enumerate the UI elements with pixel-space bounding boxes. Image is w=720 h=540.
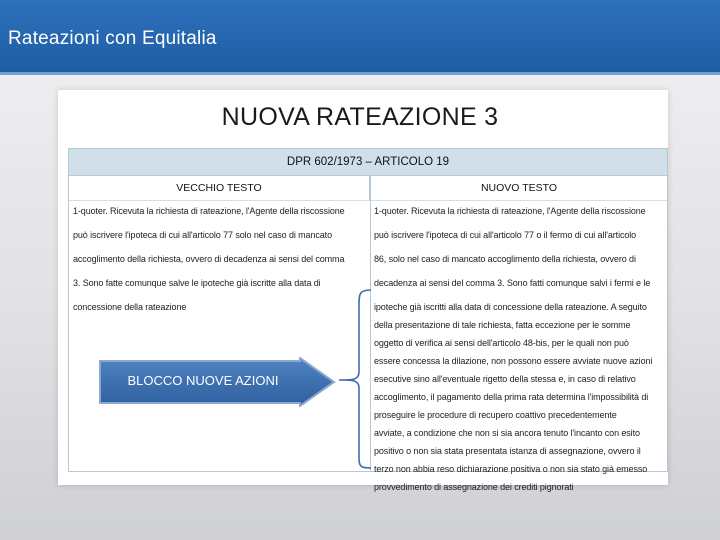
new-text-line: della presentazione di tale richiesta, fatta eccezione per le somme — [374, 320, 631, 330]
right-column-title: NUOVO TESTO — [371, 176, 667, 201]
left-column-title: VECCHIO TESTO — [69, 176, 370, 201]
blocco-nuove-azioni-arrow — [98, 357, 338, 407]
arrow-label: BLOCCO NUOVE AZIONI — [127, 373, 279, 388]
new-text-line: accoglimento, il pagamento della prima rata determina l'impossibilità di — [374, 392, 649, 402]
new-text-line: avviate, a condizione che non si sia ancora tenuto l'incanto con esito — [374, 428, 640, 438]
old-text-line: 1-quoter. Ricevuta la richiesta di rateazione, l'Agente della riscossione — [73, 206, 345, 216]
new-text-line: proseguire le procedure di recupero coattivo precedentemente — [374, 410, 617, 420]
new-text-line: può iscrivere l'ipoteca di cui all'articolo 77 o il fermo di cui all'articolo — [374, 230, 637, 240]
old-text-line: può iscrivere l'ipoteca di cui all'articolo 77 solo nel caso di mancato — [73, 230, 332, 240]
new-text-line: 86, solo nel caso di mancato accoglimento della richiesta, ovvero di — [374, 254, 636, 264]
new-text-line: terzo non abbia reso dichiarazione positiva o non sia stato già emesso — [374, 464, 648, 474]
old-text-line: accoglimento della richiesta, ovvero di decadenza ai sensi del comma — [73, 254, 345, 264]
new-text-line: oggetto di verifica ai sensi dell'articolo 48-bis, per le quali non può — [374, 338, 629, 348]
new-text-line: decadenza ai sensi del comma 3. Sono fatti comunque salvi i fermi e le — [374, 278, 651, 288]
bracket-icon — [335, 288, 375, 470]
new-text-line: ipoteche già iscritti alla data di concessione della rateazione. A seguito — [374, 302, 647, 312]
new-text-line: esecutive sino all'eventuale rigetto della stessa e, in caso di relativo — [374, 374, 636, 384]
slide-title: NUOVA RATEAZIONE 3 — [221, 103, 499, 131]
new-text-line: provvedimento di assegnazione dei crediti pignorati — [374, 482, 574, 492]
new-text-line: positivo o non sia stata presentata istanza di assegnazione, ovvero il — [374, 446, 641, 456]
header-bar — [0, 0, 720, 75]
header-title: Rateazioni con Equitalia — [8, 28, 217, 49]
old-text-line: 3. Sono fatte comunque salve le ipoteche già iscritte alla data di — [73, 278, 321, 288]
table-heading: DPR 602/1973 – ARTICOLO 19 — [69, 149, 667, 176]
new-text-line: 1-quoter. Ricevuta la richiesta di rateazione, l'Agente della riscossione — [374, 206, 646, 216]
old-text-line: concessione della rateazione — [73, 302, 187, 312]
new-text-line: essere concessa la dilazione, non possono essere avviate nuove azioni — [374, 356, 653, 366]
